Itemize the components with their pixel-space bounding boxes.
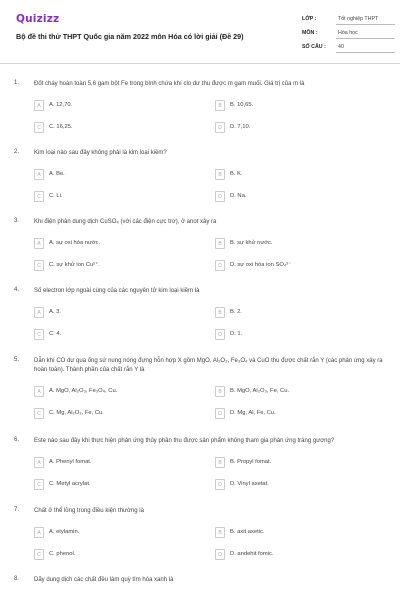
option-letter-box: A	[34, 100, 44, 111]
option-letter-box: C	[34, 549, 44, 560]
option-letter-box: A	[34, 457, 44, 468]
option-text: A. 3.	[49, 309, 61, 315]
question-text: Đốt cháy hoàn toàn 5,6 gam bột Fe trong bình chứa khí clo dư thu được m gam muối. Giá trị của m là	[34, 81, 305, 87]
option-c[interactable]	[34, 329, 164, 340]
option-letter-box: A	[34, 307, 44, 318]
option-letter-box: C	[34, 260, 44, 271]
question-text: Kim loại nào sau đây không phải là kim loại kiềm?	[34, 150, 167, 156]
option-text: D. Mg, Al, Fe, Cu.	[230, 410, 276, 416]
option-letter-box: D	[215, 479, 225, 490]
meta-value: Hóa học	[338, 30, 358, 36]
meta-value: 40	[338, 44, 344, 50]
option-letter-box: D	[215, 191, 225, 202]
option-letter-box: C	[34, 479, 44, 490]
meta-label: SỐ CÂU :	[302, 44, 326, 50]
meta-row-class	[300, 16, 395, 30]
question-number: 7.	[14, 507, 20, 513]
option-letter-box: D	[215, 260, 225, 271]
option-text: D. andehit fomic.	[230, 551, 274, 557]
option-letter-box: A	[34, 238, 44, 249]
option-a[interactable]	[34, 238, 164, 249]
option-text: C. 4.	[49, 331, 62, 337]
option-text: A. 12,70.	[49, 102, 73, 108]
option-text: C. sự khử ion Cu²⁺.	[49, 262, 100, 268]
option-text: B. K.	[230, 171, 243, 177]
option-text: D. 1.	[230, 331, 243, 337]
option-letter-box: B	[215, 100, 225, 111]
option-letter-box: B	[215, 238, 225, 249]
option-b[interactable]	[215, 169, 345, 180]
option-text: C. Li.	[49, 193, 63, 199]
meta-underline	[336, 24, 395, 25]
option-a[interactable]	[34, 527, 164, 538]
option-a[interactable]	[34, 169, 164, 180]
question-text: Chất ở thể lỏng trong điều kiện thường là	[34, 508, 144, 514]
option-letter-box: C	[34, 191, 44, 202]
option-b[interactable]	[215, 386, 345, 397]
header-divider	[0, 63, 400, 64]
option-d[interactable]	[215, 479, 345, 490]
option-a[interactable]	[34, 386, 164, 397]
option-a[interactable]	[34, 100, 164, 111]
question-text: Khi điện phân dung dịch CuSO₄ (với các điện cực trơ), ở anot xảy ra	[34, 219, 217, 225]
option-letter-box: C	[34, 408, 44, 419]
meta-underline	[336, 52, 395, 53]
option-text: A. etylamin.	[49, 529, 80, 535]
option-text: C. Mg, Al₂O₃, Fe, Cu.	[49, 410, 104, 416]
option-letter-box: D	[215, 549, 225, 560]
option-letter-box: D	[215, 122, 225, 133]
question-number: 3.	[14, 218, 20, 224]
question-text: Dẫn khí CO dư qua ống sứ nung nóng đựng hỗn hợp X gồm MgO, Al₂O₃, Fe₃O₄ và CuO thu được chất rắn Y (các phản ứng xảy ra hoàn toàn). Thành phần của chất rắn Y là	[34, 358, 383, 373]
question-text: Este nào sau đây khi thực hiện phản ứng thủy phân thu được sản phẩm không tham gia phản ứng tráng gương?	[34, 438, 335, 444]
option-b[interactable]	[215, 457, 345, 468]
option-text: C. Metyl acrylat.	[49, 481, 91, 487]
option-c[interactable]	[34, 191, 164, 202]
option-letter-box: C	[34, 122, 44, 133]
option-letter-box: A	[34, 169, 44, 180]
question-number: 4.	[14, 287, 20, 293]
option-d[interactable]	[215, 329, 345, 340]
meta-underline	[336, 38, 395, 39]
option-letter-box: A	[34, 386, 44, 397]
option-b[interactable]	[215, 307, 345, 318]
quizizz-logo: Quizizz	[16, 13, 60, 25]
meta-label: MÔN :	[302, 30, 318, 36]
option-text: D. 7,10.	[230, 124, 251, 130]
meta-row-subject	[300, 30, 395, 44]
option-letter-box: D	[215, 408, 225, 419]
worksheet-meta	[300, 16, 395, 58]
worksheet-header	[0, 0, 400, 64]
option-text: B. Propyl fomat.	[230, 459, 272, 465]
question-number: 8.	[14, 576, 20, 582]
question-number: 6.	[14, 437, 20, 443]
option-text: A. sự oxi hóa nước.	[49, 240, 101, 246]
option-text: B. sự khử nước.	[230, 240, 273, 246]
question-text: Số electron lớp ngoài cùng của các nguyên tử kim loại kiềm là	[34, 288, 200, 294]
meta-label: LỚP :	[302, 16, 317, 22]
option-text: D. sự oxi hóa ion SO₄²⁻	[230, 262, 292, 268]
option-letter-box: B	[215, 527, 225, 538]
option-letter-box: B	[215, 307, 225, 318]
option-a[interactable]	[34, 307, 164, 318]
option-a[interactable]	[34, 457, 164, 468]
option-c[interactable]	[34, 122, 164, 133]
option-c[interactable]	[34, 260, 164, 271]
option-text: B. axit axetic.	[230, 529, 265, 535]
option-text: B. 2.	[230, 309, 242, 315]
option-d[interactable]	[215, 408, 345, 419]
option-text: D. Na.	[230, 193, 247, 199]
option-b[interactable]	[215, 238, 345, 249]
question-number: 2.	[14, 149, 20, 155]
question-text: Dãy dung dịch các chất đều làm quỳ tím hóa xanh là	[34, 577, 174, 583]
option-d[interactable]	[215, 549, 345, 560]
option-letter-box: D	[215, 329, 225, 340]
option-c[interactable]	[34, 549, 164, 560]
option-text: B. MgO, Al₂O₃, Fe, Cu.	[230, 388, 290, 394]
option-text: A. MgO, Al₂O₃, Fe₃O₄, Cu.	[49, 388, 118, 394]
meta-row-count	[300, 44, 395, 58]
option-text: B. 10,65.	[230, 102, 254, 108]
option-b[interactable]	[215, 527, 345, 538]
question-number: 1.	[14, 80, 20, 86]
meta-value: Tốt nghiệp THPT	[338, 16, 379, 22]
option-d[interactable]	[215, 191, 345, 202]
option-c[interactable]	[34, 479, 164, 490]
option-text: D. Vinyl axetat.	[230, 481, 269, 487]
option-letter-box: B	[215, 457, 225, 468]
option-letter-box: B	[215, 386, 225, 397]
option-text: A. Be.	[49, 171, 65, 177]
option-text: C. 16,25.	[49, 124, 73, 130]
worksheet-title: Bộ đề thi thử THPT Quốc gia năm 2022 môn Hóa có lời giải (Đề 29)	[16, 32, 244, 41]
option-letter-box: A	[34, 527, 44, 538]
option-letter-box: B	[215, 169, 225, 180]
option-text: A. Phenyl fomat.	[49, 459, 92, 465]
option-letter-box: C	[34, 329, 44, 340]
option-b[interactable]	[215, 100, 345, 111]
option-d[interactable]	[215, 122, 345, 133]
option-text: C. phenol.	[49, 551, 76, 557]
option-c[interactable]	[34, 408, 164, 419]
question-number: 5.	[14, 357, 20, 363]
option-d[interactable]	[215, 260, 345, 271]
